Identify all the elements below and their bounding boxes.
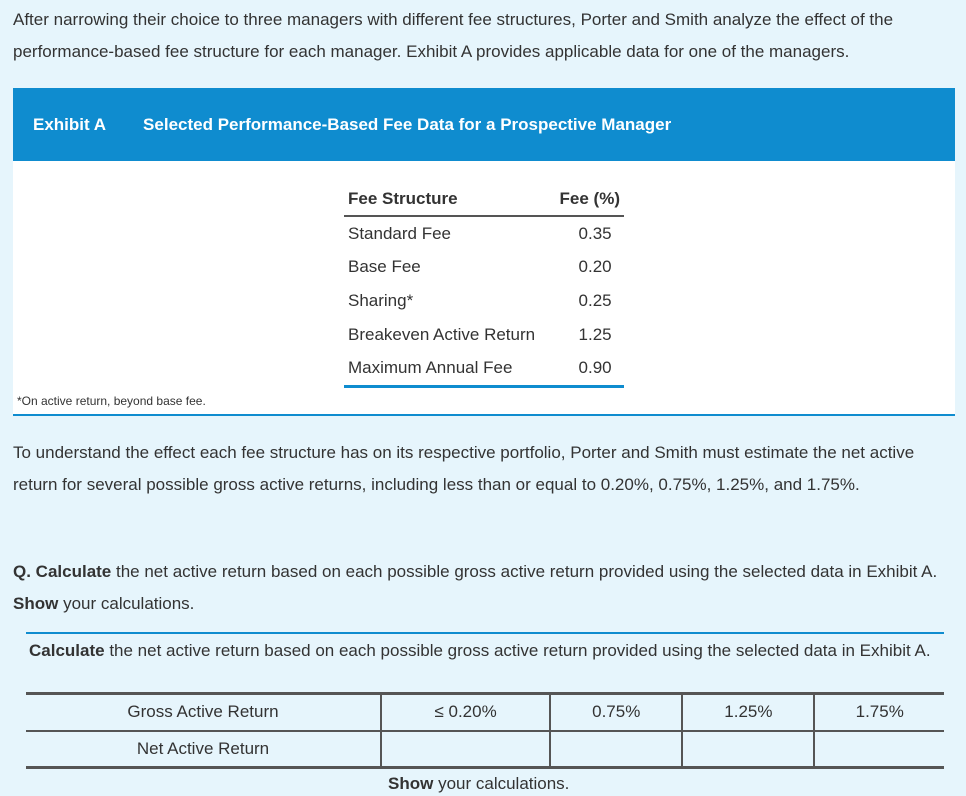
column-header-fee: Fee (%) bbox=[550, 183, 624, 216]
net-return-input-cell[interactable] bbox=[381, 731, 550, 768]
fee-value: 0.20 bbox=[578, 257, 612, 276]
exhibit-footnote: *On active return, beyond base fee. bbox=[17, 394, 206, 408]
table-row bbox=[344, 216, 624, 250]
gross-return-value: 0.75% bbox=[550, 694, 682, 731]
return-table bbox=[26, 692, 944, 769]
answer-prompt bbox=[26, 634, 944, 694]
table-row bbox=[344, 284, 624, 318]
fee-table-header bbox=[344, 183, 624, 216]
exhibit-title: Selected Performance-Based Fee Data for a Prospective Manager bbox=[143, 114, 672, 134]
table-row bbox=[344, 250, 624, 284]
show-verb: Show bbox=[388, 774, 434, 793]
fee-value: 1.25 bbox=[578, 325, 612, 344]
gross-return-row bbox=[26, 694, 944, 731]
answer-box bbox=[26, 632, 944, 694]
exhibit-label: Exhibit A bbox=[33, 114, 107, 134]
fee-name: Base Fee bbox=[348, 257, 421, 276]
show-text: your calculations. bbox=[433, 774, 570, 793]
fee-table bbox=[344, 183, 624, 388]
fee-name: Standard Fee bbox=[348, 223, 452, 243]
fee-value: 0.90 bbox=[550, 352, 624, 386]
fee-name: Sharing* bbox=[348, 291, 414, 310]
question-body: the net active return based on each possible gross active return provided using the selected data in Exhibit A. bbox=[111, 562, 938, 581]
answer-verb: Calculate bbox=[29, 641, 105, 660]
gross-return-value: ≤ 0.20% bbox=[381, 694, 550, 731]
exhibit-a bbox=[13, 88, 955, 416]
table-row bbox=[344, 352, 624, 386]
context-paragraph: To understand the effect each fee structure has on its respective portfolio, Porter and Smith must estimate the net active return for several possible gross active returns, including less than or equal to 0.20%, 0.75%, 1.25%, and 1.75%. bbox=[13, 443, 915, 494]
column-header-fee-structure: Fee Structure bbox=[344, 183, 550, 216]
gross-return-value: 1.75% bbox=[814, 694, 944, 731]
net-return-input-cell[interactable] bbox=[682, 731, 814, 768]
fee-value: 0.35 bbox=[578, 223, 612, 243]
answer-prompt-text: the net active return based on each possible gross active return provided using the selected data in Exhibit A. bbox=[104, 641, 931, 660]
gross-return-value: 1.25% bbox=[682, 694, 814, 731]
question-verb-calculate: Calculate bbox=[35, 562, 112, 581]
question-verb-show: Show bbox=[13, 594, 59, 613]
net-return-input-cell[interactable] bbox=[814, 731, 944, 768]
exhibit-header bbox=[13, 88, 955, 161]
net-return-row bbox=[26, 731, 944, 768]
question-tail: your calculations. bbox=[58, 594, 195, 613]
question-prefix: Q. bbox=[13, 562, 36, 581]
fee-name: Breakeven Active Return bbox=[348, 325, 536, 344]
fee-name: Maximum Annual Fee bbox=[344, 352, 550, 386]
gross-return-label: Gross Active Return bbox=[26, 694, 381, 731]
net-return-label: Net Active Return bbox=[26, 731, 381, 768]
intro-paragraph: After narrowing their choice to three managers with different fee structures, Porter and Smith analyze the effect of the performance-based fee structure for each manager. Exhibit A provides applicable data for one of the managers. bbox=[13, 10, 894, 61]
fee-value: 0.25 bbox=[578, 291, 612, 310]
show-calculations-text bbox=[388, 772, 569, 796]
question-text bbox=[13, 556, 948, 620]
net-return-input-cell[interactable] bbox=[550, 731, 682, 768]
table-row bbox=[344, 318, 624, 352]
